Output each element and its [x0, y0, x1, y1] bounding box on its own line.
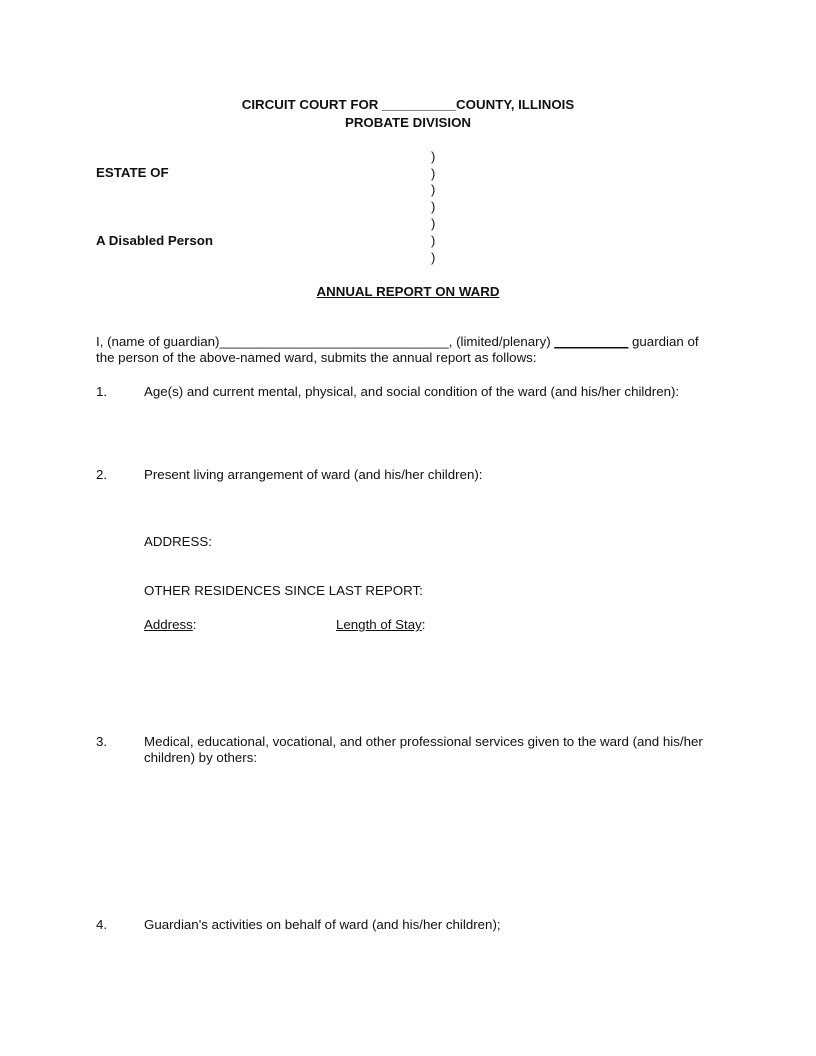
item-1-number: 1. — [96, 384, 108, 399]
intro-line-1 — [96, 334, 699, 349]
caption-paren: ) — [431, 182, 436, 197]
item-1-text: Age(s) and current mental, physical, and social condition of the ward (and his/her children): — [144, 384, 680, 399]
length-of-stay-column-header — [336, 617, 425, 632]
caption-paren: ) — [431, 199, 436, 214]
disabled-person-label: A Disabled Person — [96, 233, 213, 248]
item-3-text-line-1: Medical, educational, vocational, and other professional services given to the ward (and his/her — [144, 734, 703, 749]
address-label: ADDRESS: — [144, 534, 212, 549]
caption-paren: ) — [431, 216, 436, 231]
court-line-prefix: CIRCUIT COURT FOR — [241, 97, 383, 112]
other-residences-label: OTHER RESIDENCES SINCE LAST REPORT: — [144, 583, 423, 598]
caption-paren: ) — [431, 166, 436, 181]
colon: : — [421, 617, 426, 632]
address-column-label: Address — [144, 617, 193, 632]
county-blank[interactable]: __________ — [382, 97, 457, 112]
item-3-text-line-2: children) by others: — [144, 750, 258, 765]
item-2-number: 2. — [96, 467, 108, 482]
court-line-suffix: COUNTY, ILLINOIS — [456, 97, 575, 112]
division-heading: PROBATE DIVISION — [344, 115, 472, 130]
item-2-text: Present living arrangement of ward (and his/her children): — [144, 467, 483, 482]
length-of-stay-label: Length of Stay — [336, 617, 422, 632]
item-4-number: 4. — [96, 917, 108, 932]
caption-paren: ) — [431, 233, 436, 248]
caption-paren: ) — [431, 149, 436, 164]
guardian-name-label: I, (name of guardian) — [96, 334, 220, 349]
address-column-header — [144, 617, 196, 632]
limited-plenary-label: , (limited/plenary) — [448, 334, 555, 349]
court-heading — [0, 97, 816, 112]
guardian-name-blank[interactable]: _______________________________ — [219, 334, 449, 349]
intro-line-2: the person of the above-named ward, submits the annual report as follows: — [96, 350, 537, 365]
document-title: ANNUAL REPORT ON WARD — [316, 284, 500, 299]
estate-of-label: ESTATE OF — [96, 165, 169, 180]
colon: : — [192, 617, 197, 632]
item-3-number: 3. — [96, 734, 108, 749]
limited-plenary-blank[interactable]: __________ — [554, 334, 629, 349]
item-4-text: Guardian's activities on behalf of ward (and his/her children); — [144, 917, 501, 932]
caption-paren: ) — [431, 250, 436, 265]
guardian-of-label: guardian of — [628, 334, 699, 349]
